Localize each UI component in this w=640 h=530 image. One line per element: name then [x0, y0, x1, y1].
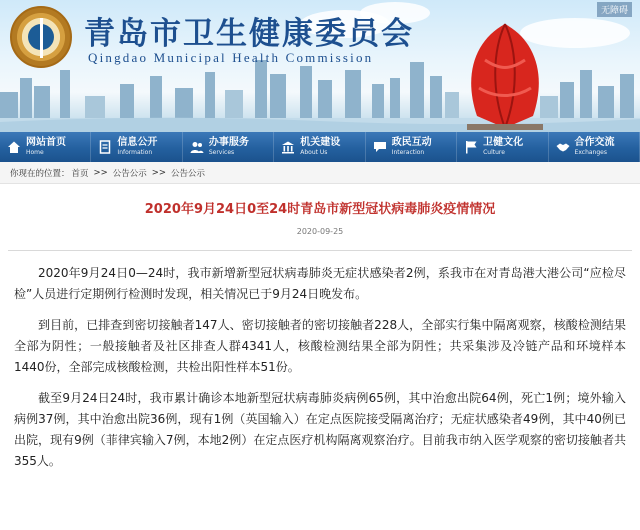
breadcrumb-separator: >> [151, 167, 167, 178]
home-icon [6, 139, 22, 155]
article [0, 198, 640, 472]
flag-icon [463, 139, 479, 155]
article-paragraph: 到目前，已排查到密切接触者147人、密切接触者的密切接触者228人，全部实行集中隔离观察，核酸检测结果全部为阴性；一般接触者及社区排查人群4341人，核酸检测结果全部为阴性；共采集涉及冷链产品和环境样本1440份，全部完成核酸检测，共检出阳性样本51份。 [14, 318, 626, 374]
nav-item-interaction[interactable] [366, 132, 457, 162]
nav-item-culture[interactable] [457, 132, 548, 162]
handshake-icon [555, 139, 571, 155]
breadcrumb-current[interactable]: 公告公示 [171, 168, 206, 179]
breadcrumb-notices-link[interactable]: 公告公示 [112, 168, 147, 179]
nav-item-services[interactable] [183, 132, 274, 162]
nav-item-information[interactable] [91, 132, 182, 162]
chat-icon [372, 139, 388, 155]
building-icon [280, 139, 296, 155]
nav-label-en: Interaction [391, 149, 425, 156]
nav-item-home[interactable] [0, 132, 91, 162]
document-icon [97, 139, 113, 155]
nav-label: 卫健文化 [483, 137, 524, 148]
may-fourth-sculpture-image [455, 20, 555, 132]
nav-label: 网站首页 [26, 137, 66, 148]
nav-label: 合作交流 [574, 137, 615, 148]
health-commission-logo [10, 6, 72, 68]
nav-label: 办事服务 [208, 137, 249, 148]
breadcrumb-home-link[interactable]: 首页 [71, 168, 89, 179]
nav-label: 机关建设 [300, 137, 341, 148]
breadcrumb-separator: >> [93, 167, 108, 178]
accessibility-link[interactable]: 无障碍 [597, 2, 632, 17]
article-paragraph: 2020年9月24日0—24时，我市新增新型冠状病毒肺炎无症状感染者2例，系我市在对青岛港大港公司“应检尽检”人员进行定期例行检测时发现，相关情况已于9月24日晚发布。 [14, 266, 626, 301]
divider [8, 250, 632, 251]
site-title: 青岛市卫生健康委员会 [84, 16, 414, 52]
article-title: 2020年9月24日0至24时青岛市新型冠状病毒肺炎疫情情况 [144, 202, 496, 217]
nav-item-exchanges[interactable] [549, 132, 640, 162]
article-paragraph: 截至9月24日24时，我市累计确诊本地新型冠状病毒肺炎病例65例，其中治愈出院64例，死亡1例；境外输入病例37例，其中治愈出院36例，现有1例（英国输入）在定点医院接受隔离治疗；无症状感染者49例，其中40例已出院，现有9例（菲律宾输入7例，本地2例）在定点医疗机构隔离观察治疗。目前我市纳入医学观察的密切接触者共355人。 [14, 391, 626, 468]
nav-label-en: Information [117, 149, 153, 156]
people-icon [189, 139, 205, 155]
site-banner [0, 0, 640, 132]
nav-item-about[interactable] [274, 132, 365, 162]
nav-label: 信息公开 [117, 137, 158, 148]
breadcrumb [0, 162, 640, 184]
nav-label-en: Services [208, 149, 235, 156]
nav-label-en: Exchanges [574, 149, 607, 156]
breadcrumb-prefix: 你现在的位置： [10, 168, 70, 179]
main-nav [0, 132, 640, 162]
site-subtitle: Qingdao Municipal Health Commission [88, 50, 374, 65]
nav-label-en: About Us [300, 149, 328, 156]
article-body [0, 263, 640, 472]
article-date: 2020-09-25 [296, 227, 344, 236]
nav-label: 政民互动 [391, 137, 432, 148]
nav-label-en: Culture [483, 149, 505, 156]
nav-label-en: Home [26, 149, 44, 156]
